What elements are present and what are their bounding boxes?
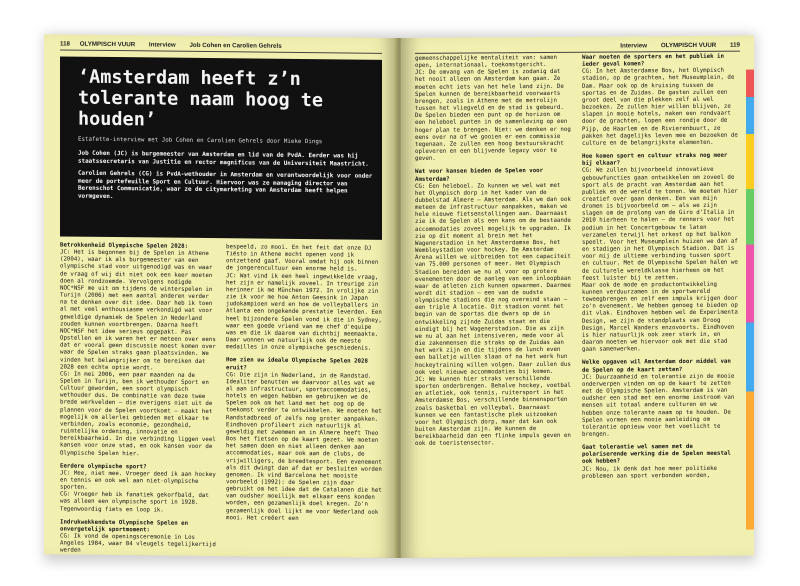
text-column — [415, 55, 571, 546]
interview-question: Eerdere olympische sport? — [60, 463, 147, 471]
interview-answer: JC: Mee, niet mee. Vroeger deed ik aan hockey en tennis en ook wel aan niet-olympische sporten. — [60, 470, 216, 491]
interview-question: Hoe komen sport en cultuur straks nog meer bij elkaar? — [582, 152, 728, 167]
interview-answer: CG: Die zijn in Nederland, in de Randstad. Idealiter benutten we daarvoor alles wat we al aan infrastructuur, sportaccommodaties, hotels en wegen hebben en gebruiken we de Spelen ook om het land met het oog op de toekomst verder te ontwikkelen. We moeten het Randstadbreed of zelfs nog groter aanpakken. Eindhoven profileert zich natuurlijk al geweldig met zwemmen en in Almere heeft Theo Bos het fietsen op de kaart gezet. We moeten het samen doen en niet alleen denken aan accommodaties, maar ook aan de clubs, de vrijwilligers, de breedtesport. Een evenement als dit dwingt dan af dat er besluiten worden genomen. Ik vind Barcelona het mooiste voorbeeld (1992): de Spelen zijn daar gebruikt om het idee dat de Catalanen die het van oudsher moeilijk met elkaar eens konden worden, een gezamenlijk doel kregen. Zo'n gezamenlijk doel lijkt me voor Nederland ook mooi. Het creëert een — [226, 371, 382, 522]
page-number: 118 — [60, 40, 70, 48]
article-intro — [78, 151, 378, 210]
section-name: OLYMPISCH VUUR — [79, 40, 136, 49]
right-page-header — [620, 42, 740, 50]
intro-paragraph: Carolien Gehrels (CG) is PvdA-wethouder in Amsterdam en verantwoordelijk voor onder meer de portefeuille Sport en Cultuur. Hiervoor was ze managing director van Berenschot Communicatie, waar ze de citymarketing van Amsterdam heeft helpen vormgeven. — [78, 170, 373, 200]
interview-answer: gemeenschappelijke mentaliteit van: samen open, internationaal, toekomstgericht. — [415, 54, 557, 70]
interview-answer: JC: We kunnen hier straks verschillende sporten onderbrengen. Behalve hockey, voetbal en atletiek, ook tennis, ruitersport in het Amsterdamse Bos, verschillende binnensporten zoals basketbal en volleybal. Daarnaast kunnen we een fantastische plek uitzoeken voor het Olympisch dorp, maar dat kan ook buiten Amsterdam zijn. We kunnen de bereikbaarheid dan een flinke impuls geven en ook de toeristensector. — [415, 375, 571, 448]
interview-answer: Maar ook de mode en productontwikkeling kunnen verduurzamen in de sportwereld teweegbrengen en zelf een impuls krijgen door zo'n evenement. We hebben genoeg te bieden op dit vlak. Eindhoven hebben wel de Experimenta Design, we zijn de standplaats van Droog Design, Marcel Wanders enzovoorts. Eindhoven is hier natuurlijk ook zeer sterk in, en daarom moeten we hiervoor ook met die stad gaan samenwerken. — [582, 281, 738, 353]
header-persons: Job Cohen en Carolien Gehrels — [189, 41, 282, 50]
interview-question: Gaat tolerantie wel samen met de polariserende werking die de Spelen meestal ook hebben? — [582, 444, 731, 466]
interview-answer: bespeeld, zo mooi. En het feit dat onze DJ Tiësto in Athene mocht openen vond ik ontzettend gaaf. Vooral omdat hij ook binnen de jongerencultuur een enorme held is. — [226, 244, 379, 274]
interview-answer: JC: De omvang van de Spelen is zodanig dat het nooit alleen om Amsterdam kan gaan. Ze moeten echt iets van het hele land zijn. De Spelen kunnen de bereikbaarheid voorwaarts brengen, zoals in Athene met de metrolijn tussen het vliegveld en de stad is gebeurd. De Spelen bieden een punt op de horizon om een heleboel punten in de samenleving op een hoger plan te brengen. Niet: we denken er nog eens over na of we gooien er een commissie tegenaan. Ze zullen een hoog bestuurskracht opleveren en een blijvende legacy voor te geven. — [415, 69, 571, 163]
interview-answer: JC: Het is begonnen bij de Spelen in Athene (2004), waar ik als burgemeester van een olympische stad voor uitgenodigd was en waar de vraag of wij dit niet ook een keer moeten doen al rondzoemde. Vervolgens nodigde NOC*NSF me uit om tijdens de winterspelen in Turijn (2006) met een aantal anderen verder na te denken over dit idee. Daar heb ik toen al met veel enthousiasme verkondigd wat voor geweldige dynamiek de Spelen in Nederland zouden kunnen voortbrengen. Daarna heeft NOC*NSF het idee serieus opgepakt. Pas Opstellen en ik waren het er meteen over eens dat er vooral geen discussie moest komen over waar de Spelen straks gaan plaatsvinden. We vinden het belangrijker om te bereiken dat 2028 een echte optie wordt. — [60, 249, 216, 372]
section-name: OLYMPISCH VUUR — [660, 41, 717, 50]
title-block — [60, 56, 382, 239]
interview-question: Waar moeten de sporters en het publiek in ieder geval komen? — [582, 53, 724, 68]
interview-answer: CG: In het Amsterdamse Bos, het Olympisch stadion, op de grachten, het Museumplein, de Dam. Maar ook op de kruising tussen de sportas en de Zuidas. De gasten zullen een groot deel van die plekken zelf al wel bezoeken. Ze zullen hier willen blijven, ze slapen in mooie hotels, naken een rondvaart door de grachten, lopen een rondje door de Pijp, de Haarlem en de Rivierenbuurt, ze pakken het dagelijks leven mee en bezoeken de culture en de belangrijkste elementen. — [582, 68, 738, 147]
page-edge-color-tabs — [746, 70, 754, 530]
interview-answer: JC: Nou, ik denk dat hoe meer politieke problemen aan sport verbonden worden, — [582, 465, 718, 480]
interview-answer: JC: Wat vind ik een heel ingewikkelde vraag, het zijn er namelijk zoveel. In treurige zin herinner ik me München 1972. In vrolijke zin zie ik voor me hoe Anton Geesink in Japan judokampioen werd en hoe de volleyballers in Atlanta een ongekende prestatie leverden. Een heel bijzondere Spelen vond ik die in Sydney, waar een goede vriend van me chef d'equipe was en die ik daarom van dichtbij meemaakte. Daar wonnen we natuurlijk ook de meeste medailles in onze olympische geschiedenis. — [226, 272, 382, 352]
interview-question: Indrukwekkendste Olympische Spelen en onvergetelijk sportmoment: — [60, 519, 189, 534]
text-column — [582, 54, 740, 545]
text-column — [60, 242, 216, 555]
header-rule — [60, 49, 382, 53]
left-page — [44, 34, 397, 558]
text-column — [226, 244, 382, 546]
left-page-header — [60, 40, 282, 49]
interview-answer: JC: Duurzaamheid en tolerantie zijn de mooie onderwerpen vinden om op de kaart te zetten met de Olympische Spelen. Amsterdam is van oudsher een stad met een enorme instroom van mensen uit totaal andere culturen en we hebben onze tolerante naam op te houden. De Spelen vormen een mooie aanleiding om tolerantie opnieuw voor het voetlicht te brengen. — [582, 373, 735, 438]
magazine-spread — [44, 38, 754, 558]
category-label: Interview — [148, 41, 176, 49]
interview-question: Betrokkenheid Olympische Spelen 2028: — [60, 242, 189, 250]
category-label: Interview — [620, 42, 648, 50]
interview-answer: CG: In mei 2006, een paar maanden na de Spelen in Turijn, ben ik wethouder Sport en Cultuur geworden, een soort olympisch wethouder dus. De combinatie van deze twee brede werkvelden – die overigens niet uit de plannen voor de Spelen voortkomt – maakt het mogelijk om allerlei gebieden met elkaar te verbinden, zoals economie, gezondheid, ruimtelijke ordening, innovatie en bereikbaarheid. In die verbinding liggen veel kansen voor onze stad, en ook kansen voor de Olympische Spelen hier. — [60, 371, 216, 457]
interview-question: Wat voor kansen bieden de Spelen voor Amsterdam? — [415, 168, 544, 183]
interview-answer: CG: Ik vond de openingsceremonie in Los Angeles 1984, waar 84 vleugels tegelijkertijd werden — [60, 533, 216, 555]
interview-question: Hoe zien uw ideale Olympische Spelen 2028 eruit? — [226, 357, 368, 371]
page-number: 119 — [730, 41, 740, 49]
interview-answer: CG: We zullen bijvoorbeeld innovatieve gebouwfuncties gaan ontwikkelen om zoveel de sport als de pracht van Amsterdam aan het publiek en de wereld te tonen. We moeten hier creatief over gaan denken. Een van mijn dromen is bijvoorbeeld om – als we zijn slagen om de prolong van de Giro d'Italia in 2010 hierheen te halen – de renners voor het podium in het Concertgebouw te laten verzamelen terwijl het orkest op het balkon speelt. Voor het Museumplein huizen we dan af en stadigen in het Olympisch Stadion. Dat is voor mij de ultieme verbinding tussen sport en cultuur. Met de Olympische Spelen halen we de culturele wereldklasse hierheen om het feest luister bij te zetten. — [582, 167, 738, 282]
article-title: ‘Amsterdam heeft z’n tolerante naam hoog te houden’ — [78, 66, 324, 131]
interview-answer: CG: Een heleboel. Zo kunnen we wel wat met het Olympisch dorp in het kader van de dubbelstad Almere – Amsterdam. Als we dan ook meteen de infrastructuur aanpakken, maken we hele nieuwe fietsenstallingen aan. Daarnaast zie ik de Spelen als een kans om de bestaande accommodaties zoveel mogelijk te upgraden. Ik zie op dit moment al brein met het Wagenerstadion in het Amsterdamse Bos, het Wembleystadion voor hockey. De Amsterdam Arena willen we uitbreiden tot een capaciteit van 75.000 personen of meer. Het Olympisch Stadion bereiden we nu al voor op grotere evenementen door de aanleg van een inloopbaan waar de atleten zich kunnen opwarmen. Daarmee wordt dit stadion – een van de oudste olympische stadions die nog overeind staan – een triple A locatie. Dit stadion vormt het begin van de sportas die dwars op de in ontwikkeling zijnde Zuidas staat en die eindigt bij het Wagenerstadion. Die as zijn we nu al aan het intensiveren, mede voor al die zakenmensen die straks op de Zuidas aan het werk zijn en die tijdens de lunch even een balletje willen slaan of na het werk hun hockeytraining willen volgen. Daar zullen dus ook veel nieuwe accommodaties bij komen. — [415, 182, 571, 376]
right-page — [401, 36, 754, 558]
interview-question: Welke opgaven wil Amsterdam door middel van de Spelen op de kaart zetten? — [582, 359, 731, 374]
intro-paragraph: Job Cohen (JC) is burgemeester van Amsterdam en lid van de PvdA. Eerder was hij staatssecretaris van Justitie en rector magnificus van de Universiteit Maastricht. — [78, 150, 369, 168]
article-byline: Estafette-interview met Job Cohen en Carolien Gehrels door Mieke Dings — [78, 136, 323, 146]
interview-answer: CG: Vroeger heb ik fanatiek gekorfbald, dat was alleen een olympische sport in 1928. Tegenwoordig fiets en loop ik. — [60, 491, 209, 514]
